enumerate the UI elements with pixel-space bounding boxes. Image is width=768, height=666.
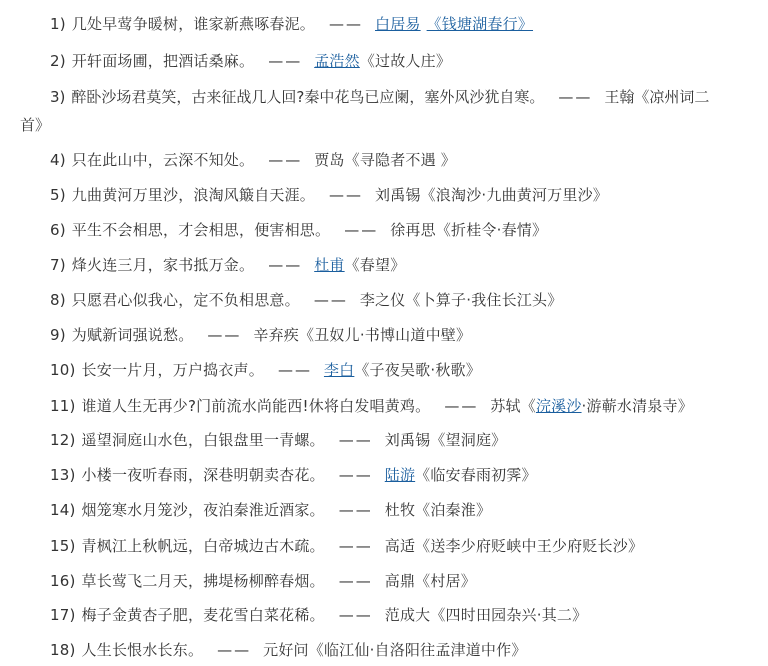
author-name: 元好问	[263, 641, 309, 659]
item-number: 16)	[50, 572, 76, 590]
poem-title: 《临江仙·自洛阳往孟津道中作》	[308, 641, 527, 659]
list-item	[0, 396, 768, 416]
poem-title: 《泊秦淮》	[415, 501, 492, 519]
item-number: 12)	[50, 431, 76, 449]
author-link[interactable]: 陆游	[384, 466, 416, 484]
dash-separator: ——	[558, 88, 593, 106]
dash-separator: ——	[338, 501, 373, 519]
list-item	[0, 185, 768, 205]
title-link[interactable]: 《钱塘湖春行》	[426, 15, 534, 33]
author-name: 高适	[384, 537, 416, 555]
author-link[interactable]: 李白	[323, 361, 355, 379]
list-item	[0, 220, 768, 240]
poem-title: 《丑奴儿·书博山道中壁》	[299, 326, 472, 344]
author-name: 苏轼	[490, 397, 521, 415]
poem-title: 《村居》	[415, 572, 476, 590]
quote-text: 长安一片月，万户捣衣声。	[81, 361, 264, 379]
dash-separator: ——	[329, 186, 363, 204]
author-link[interactable]: 白居易	[375, 15, 421, 33]
list-item	[0, 500, 768, 520]
list-item	[0, 640, 768, 660]
quote-text: 梅子金黄杏子肥，麦花雪白菜花稀。	[81, 606, 325, 624]
poem-title: 《子夜吴歌·秋歌》	[354, 361, 481, 379]
list-item	[0, 360, 768, 380]
dash-separator: ——	[313, 291, 348, 309]
list-item	[0, 536, 768, 556]
poem-title-rest: ·游蕲水清泉寺》	[581, 397, 693, 415]
poem-title: 《卜算子·我住长江头》	[405, 291, 563, 309]
author-name: 刘禹锡	[375, 186, 421, 204]
item-number: 10)	[50, 361, 76, 379]
quote-text: 人生长恨水长东。	[81, 641, 204, 659]
item-number: 8)	[50, 291, 66, 309]
list-item	[0, 87, 768, 107]
author-link[interactable]: 杜甫	[314, 256, 345, 274]
item-number: 9)	[50, 326, 66, 344]
poem-title: 《春望》	[344, 256, 406, 274]
poem-title: 《望洞庭》	[430, 431, 507, 449]
list-item	[0, 290, 768, 310]
dash-separator: ——	[277, 361, 312, 379]
item-number: 3)	[50, 88, 66, 106]
quote-text: 只愿君心似我心，定不负相思意。	[71, 291, 300, 309]
dash-separator: ——	[268, 52, 303, 70]
quote-text: 烟笼寒水月笼沙，夜泊秦淮近酒家。	[81, 501, 325, 519]
quote-text: 草长莺飞二月天，拂堤杨柳醉春烟。	[81, 572, 325, 590]
poem-title: 《四时田园杂兴·其二》	[430, 606, 588, 624]
dash-separator: ——	[338, 606, 373, 624]
poem-title: 《折桂令·春情》	[435, 221, 548, 239]
poem-title-open: 《	[520, 397, 536, 415]
dash-separator: ——	[329, 15, 363, 33]
item-number: 4)	[50, 151, 66, 169]
quote-text: 平生不会相思，才会相思，便害相思。	[71, 221, 331, 239]
quote-text: 开轩面场圃，把酒话桑麻。	[71, 52, 255, 70]
author-name: 杜牧	[384, 501, 416, 519]
author-link[interactable]: 孟浩然	[314, 52, 360, 70]
list-item	[0, 430, 768, 450]
quote-text: 九曲黄河万里沙，浪淘风簸自天涯。	[71, 186, 315, 204]
poem-title: 《凉州词二	[634, 88, 710, 106]
author-name: 贾岛	[314, 151, 345, 169]
dash-separator: ——	[338, 466, 373, 484]
list-item	[0, 150, 768, 170]
author-name: 刘禹锡	[384, 431, 431, 449]
item-number: 14)	[50, 501, 76, 519]
poem-title: 《临安春雨初霁》	[415, 466, 537, 484]
dash-separator: ——	[217, 641, 252, 659]
author-name: 辛弃疾	[253, 326, 300, 344]
dash-separator: ——	[444, 397, 479, 415]
list-item	[0, 465, 768, 485]
item-number: 5)	[50, 186, 66, 204]
author-name: 范成大	[384, 606, 431, 624]
item-number: 2)	[50, 52, 66, 70]
quote-text: 遥望洞庭山水色，白银盘里一青螺。	[81, 431, 325, 449]
quote-text: 只在此山中，云深不知处。	[71, 151, 255, 169]
quote-text: 醉卧沙场君莫笑，古来征战几人回?秦中花鸟已应阑，塞外风沙犹自寒。	[71, 88, 545, 106]
list-item	[0, 325, 768, 345]
poem-title: 《寻隐者不遇 》	[344, 151, 456, 169]
list-item	[0, 571, 768, 591]
quote-text: 为赋新词强说愁。	[71, 326, 194, 344]
poem-title-continued: 首》	[20, 116, 51, 134]
quote-text: 小楼一夜听春雨，深巷明朝卖杏花。	[81, 466, 325, 484]
item-number: 17)	[50, 606, 76, 624]
list-item-continuation	[20, 115, 50, 135]
quote-text: 烽火连三月，家书抵万金。	[71, 256, 255, 274]
dash-separator: ——	[338, 537, 373, 555]
item-number: 1)	[50, 15, 66, 33]
author-name: 高鼎	[384, 572, 416, 590]
item-number: 6)	[50, 221, 66, 239]
quote-text: 青枫江上秋帆远，白帝城边古木疏。	[81, 537, 325, 555]
author-name: 王翰	[604, 88, 635, 106]
list-item	[0, 14, 768, 34]
quote-text: 谁道人生无再少?门前流水尚能西!休将白发唱黄鸡。	[81, 397, 431, 415]
item-number: 7)	[50, 256, 66, 274]
quote-text: 几处早莺争暖树，谁家新燕啄春泥。	[71, 15, 315, 33]
item-number: 18)	[50, 641, 76, 659]
author-name: 李之仪	[359, 291, 406, 309]
dash-separator: ——	[344, 221, 379, 239]
list-item	[0, 605, 768, 625]
poem-title: 《送李少府贬峡中王少府贬长沙》	[415, 537, 644, 555]
poem-title: 《浪淘沙·九曲黄河万里沙》	[420, 186, 608, 204]
author-name: 徐再思	[390, 221, 436, 239]
dash-separator: ——	[338, 431, 373, 449]
item-number: 11)	[50, 397, 76, 415]
dash-separator: ——	[268, 256, 303, 274]
list-item	[0, 51, 768, 71]
dash-separator: ——	[338, 572, 373, 590]
item-number: 15)	[50, 537, 76, 555]
poem-title: 《过故人庄》	[359, 52, 452, 70]
list-item	[0, 255, 768, 275]
title-link[interactable]: 浣溪沙	[535, 397, 582, 415]
item-number: 13)	[50, 466, 76, 484]
dash-separator: ——	[207, 326, 242, 344]
dash-separator: ——	[268, 151, 303, 169]
